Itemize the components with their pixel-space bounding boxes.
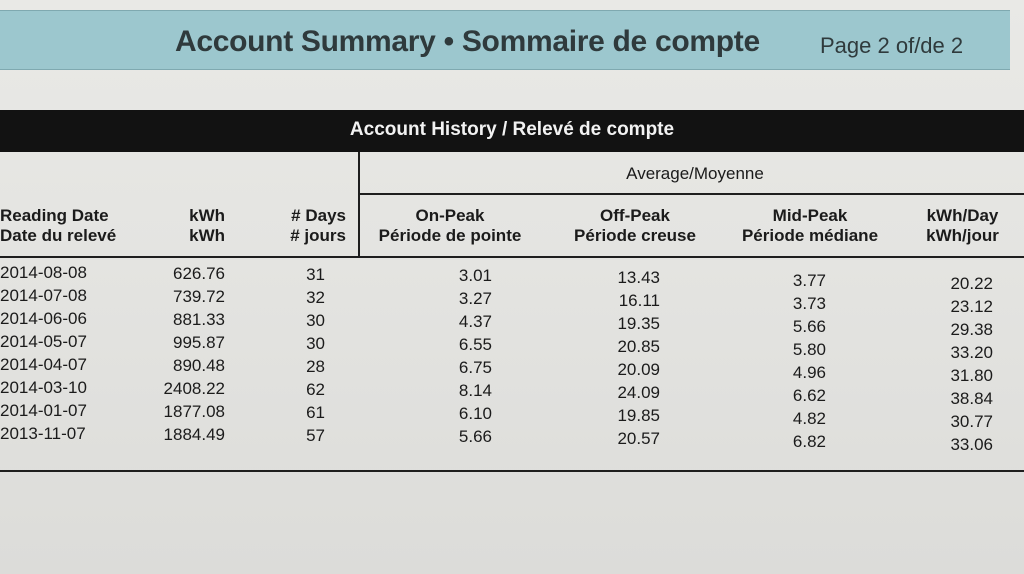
- cell-kwh: 739.72: [173, 287, 225, 306]
- cell-days: 30: [306, 334, 325, 353]
- cell-off-peak: 13.43: [617, 268, 660, 287]
- cell-on-peak: 8.14: [458, 381, 492, 400]
- cell-off-peak: 20.57: [617, 429, 660, 448]
- header-bottom-rule: [0, 256, 1024, 258]
- average-group-header: Average/Moyenne: [626, 164, 764, 183]
- cell-days: 62: [306, 380, 325, 399]
- history-title: Account History / Relevé de compte: [349, 119, 675, 140]
- cell-on-peak: 6.75: [458, 358, 492, 377]
- cell-days: 28: [306, 357, 325, 376]
- cell-kwh-per-day: 38.84: [950, 389, 993, 408]
- cell-off-peak: 20.85: [617, 337, 660, 356]
- cell-kwh-per-day: 23.12: [950, 297, 993, 316]
- cell-on-peak: 6.10: [458, 404, 492, 423]
- cell-mid-peak: 6.62: [792, 386, 826, 405]
- cell-kwh-per-day: 30.77: [950, 412, 993, 431]
- cell-days: 30: [306, 311, 325, 330]
- cell-mid-peak: 3.77: [792, 271, 826, 290]
- page-title: Account Summary • Sommaire de compte: [175, 25, 760, 58]
- cell-days: 32: [306, 288, 325, 307]
- cell-on-peak: 6.55: [458, 335, 492, 354]
- cell-days: 57: [306, 426, 325, 445]
- table-bottom-rule: [0, 470, 1024, 472]
- cell-reading-date: 2013-11-07: [0, 424, 86, 443]
- cell-mid-peak: 6.82: [792, 432, 826, 451]
- cell-reading-date: 2014-06-06: [0, 309, 87, 328]
- cell-reading-date: 2014-03-10: [0, 378, 87, 397]
- cell-off-peak: 20.09: [617, 360, 660, 379]
- cell-kwh: 626.76: [173, 264, 225, 283]
- cell-days: 61: [306, 403, 325, 422]
- cell-kwh: 881.33: [173, 310, 225, 329]
- cell-reading-date: 2014-05-07: [0, 332, 87, 351]
- cell-reading-date: 2014-08-08: [0, 263, 87, 282]
- cell-mid-peak: 3.73: [792, 294, 826, 313]
- cell-reading-date: 2014-04-07: [0, 355, 87, 374]
- cell-days: 31: [306, 265, 325, 284]
- cell-mid-peak: 4.82: [792, 409, 826, 428]
- cell-on-peak: 4.37: [458, 312, 492, 331]
- cell-on-peak: 3.01: [458, 266, 492, 285]
- cell-kwh-per-day: 20.22: [950, 274, 993, 293]
- cell-mid-peak: 5.66: [792, 317, 826, 336]
- cell-kwh-per-day: 29.38: [950, 320, 993, 339]
- page-number: Page 2 of/de 2: [820, 33, 964, 58]
- cell-mid-peak: 5.80: [792, 340, 826, 359]
- group-header-divider: [360, 193, 1024, 195]
- cell-off-peak: 24.09: [617, 383, 660, 402]
- cell-on-peak: 3.27: [458, 289, 492, 308]
- column-divider: [358, 152, 360, 258]
- cell-reading-date: 2014-01-07: [0, 401, 87, 420]
- cell-off-peak: 19.35: [617, 314, 660, 333]
- cell-kwh-per-day: 33.06: [950, 435, 993, 454]
- cell-kwh: 2408.22: [163, 379, 225, 398]
- cell-kwh: 1884.49: [163, 425, 225, 444]
- cell-kwh-per-day: 31.80: [950, 366, 993, 385]
- cell-off-peak: 19.85: [617, 406, 660, 425]
- summary-banner: [0, 10, 1010, 70]
- cell-off-peak: 16.11: [618, 291, 660, 310]
- history-title-bar: [0, 110, 1024, 152]
- cell-kwh: 995.87: [173, 333, 225, 352]
- cell-reading-date: 2014-07-08: [0, 286, 87, 305]
- cell-on-peak: 5.66: [458, 427, 492, 446]
- cell-kwh: 1877.08: [163, 402, 225, 421]
- cell-kwh: 890.48: [173, 356, 225, 375]
- cell-kwh-per-day: 33.20: [950, 343, 993, 362]
- cell-mid-peak: 4.96: [792, 363, 826, 382]
